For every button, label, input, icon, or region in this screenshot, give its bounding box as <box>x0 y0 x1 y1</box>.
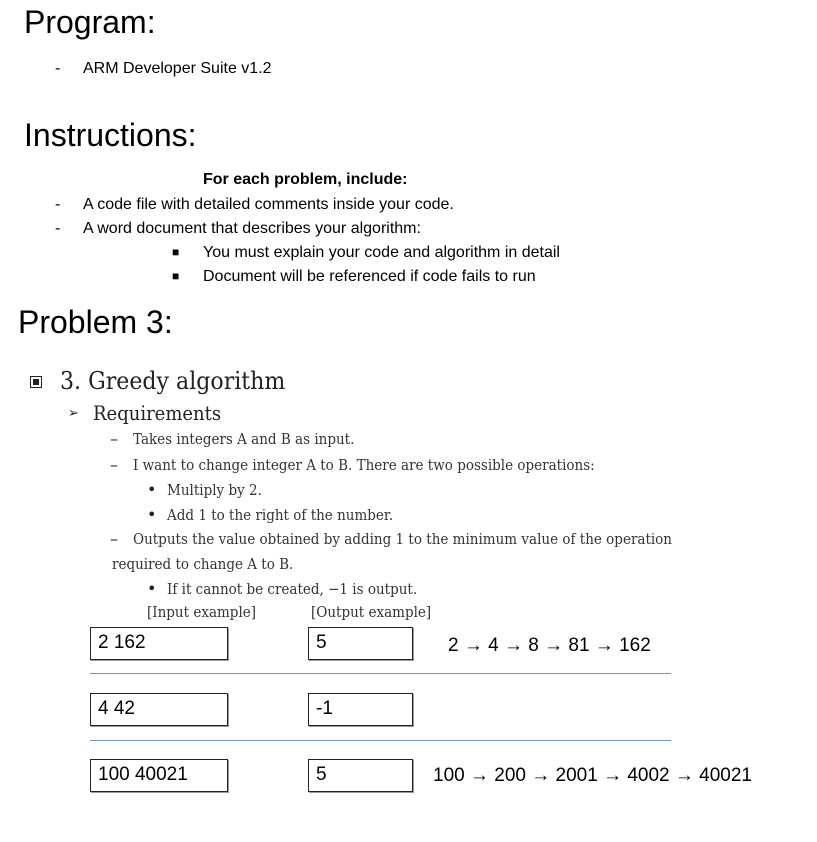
bullet: • <box>147 505 157 524</box>
example-input-box: 2 162 <box>90 627 228 660</box>
dash: - <box>55 220 61 237</box>
requirement-line: Multiply by 2. <box>167 481 262 499</box>
requirement-line: Takes integers A and B as input. <box>133 430 355 448</box>
divider <box>90 740 671 741</box>
divider <box>90 673 671 674</box>
dash: - <box>55 196 61 213</box>
instructions-heading: Instructions: <box>24 117 197 153</box>
program-heading: Program: <box>24 4 156 40</box>
square-bullet-icon: ■ <box>172 245 180 259</box>
output-example-label: [Output example] <box>311 603 432 621</box>
instructions-subheading: For each problem, include: <box>203 171 408 188</box>
instruction-subitem: Document will be referenced if code fails to run <box>203 268 536 285</box>
arrow-bullet-icon: ➢ <box>68 406 79 421</box>
section-title: 3. Greedy algorithm <box>60 367 286 395</box>
square-bullet-icon: ■ <box>172 269 180 283</box>
subsection-title: Requirements <box>93 401 222 425</box>
requirement-line: I want to change integer A to B. There are two possible operations: <box>133 456 595 474</box>
example-trace: 2 → 4 → 8 → 81 → 162 <box>448 635 651 656</box>
example-trace: 100 → 200 → 2001 → 4002 → 40021 <box>433 765 753 786</box>
bullet: • <box>147 579 157 598</box>
requirement-line: Outputs the value obtained by adding 1 to the minimum value of the operation <box>133 530 673 548</box>
bullet: • <box>147 480 157 499</box>
example-input-box: 4 42 <box>90 693 228 726</box>
requirement-line: required to change A to B. <box>112 555 294 573</box>
section-bullet-icon <box>30 376 42 388</box>
instruction-item: A code file with detailed comments inside your code. <box>83 196 454 213</box>
requirement-line: Add 1 to the right of the number. <box>167 506 394 524</box>
example-input-box: 100 40021 <box>90 759 228 792</box>
example-output-box: 5 <box>308 627 413 660</box>
instruction-subitem: You must explain your code and algorithm in detail <box>203 244 560 261</box>
dash: – <box>110 529 118 548</box>
example-output-box: 5 <box>308 759 413 792</box>
dash: – <box>110 429 118 448</box>
input-example-label: [Input example] <box>147 603 257 621</box>
example-output-box: -1 <box>308 693 413 726</box>
dash: – <box>110 455 118 474</box>
dash: - <box>55 60 61 77</box>
instruction-item: A word document that describes your algorithm: <box>83 220 421 237</box>
program-item: ARM Developer Suite v1.2 <box>83 60 272 77</box>
requirement-line: If it cannot be created, −1 is output. <box>167 580 418 598</box>
problem-heading: Problem 3: <box>18 304 173 340</box>
